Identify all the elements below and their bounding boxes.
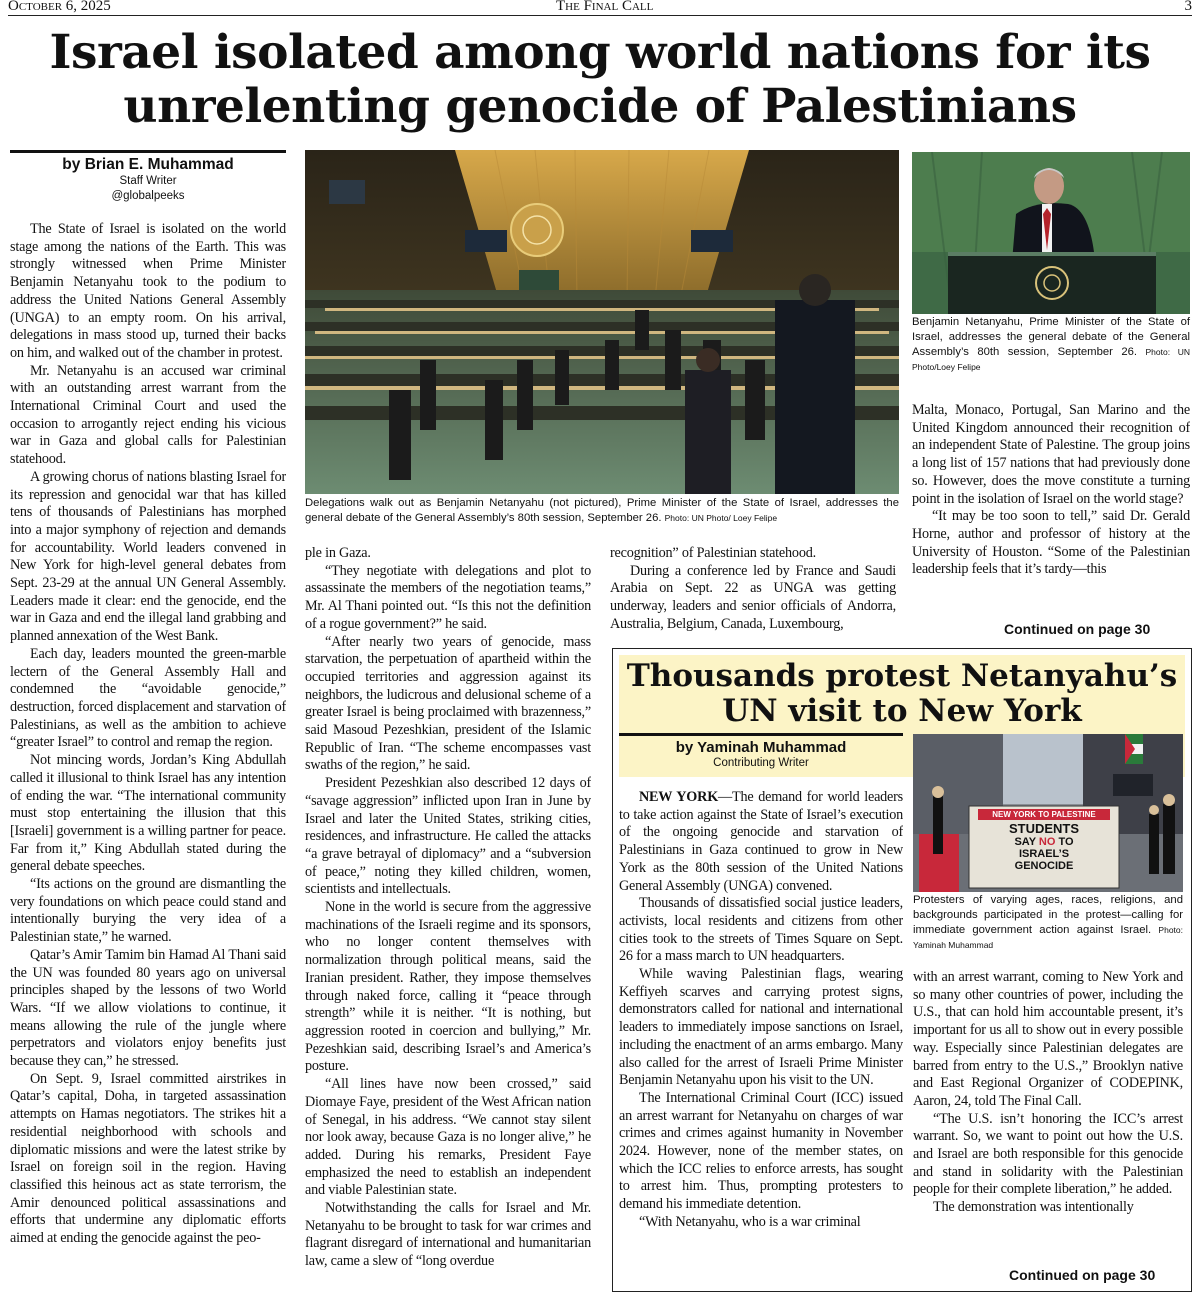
page-number: 3 <box>1184 0 1192 14</box>
main-photo-caption-block <box>305 496 899 544</box>
paragraph: Mr. Netanyahu is an accused war criminal with an outstanding arrest warrant from the International Criminal Court and used the occasion to arrogantly reject ending his vicious war in Gaza and global calls for Palestinian statehood. <box>10 362 286 468</box>
paragraph: “The U.S. isn’t honoring the ICC’s arrest warrant. So, we want to point out how the U.S. and Israel are both responsible for this genocide and stand in solidarity with the Palestinian people for their complete liberation,” he added. <box>913 1110 1183 1198</box>
article-column-1 <box>10 221 286 1291</box>
banner-line-4: GENOCIDE <box>1014 860 1074 872</box>
paragraph: “Its actions on the ground are dismantling the very foundations on which peace could stand and intentionally burying the very idea of a Palestinian state,” he warned. <box>10 876 286 946</box>
sidebar-byline-name: by Yaminah Muhammad <box>675 739 847 756</box>
podium-photo-caption-block <box>912 315 1190 377</box>
paragraph: The International Criminal Court (ICC) issued an arrest warrant for Netanyahu on charges of war crimes and crimes against humanity in November 2024. However, none of the member states, on which the ICC relies to enforce arrests, has sought to arrest him. Thus, prompting protesters to demand his immediate detention. <box>619 1089 903 1213</box>
dateline-paragraph-text: —The demand for world leaders to take action against the State of Israel’s execution of the ongoing genocide and starvation of Palestinians in Gaza continued to grow in New York as the 80th session of the United Nations General Assembly (UNGA) convened. <box>619 789 903 894</box>
paragraph: “After nearly two years of genocide, mass starvation, the perpetuation of apartheid within the occupied territories and aggression against its neighbors, the ludicrous and delusional scheme of a greater Israel is being proclaimed with brazenness,” said Masoud Pezeshkian, president of the Islamic Republic of Iran. “The scheme encompasses vast swaths of the region,” he said. <box>305 633 591 774</box>
article-column-4 <box>912 402 1190 616</box>
paper-name: The Final Call <box>556 0 654 14</box>
sidebar-story <box>612 648 1192 1292</box>
byline-block <box>10 150 286 204</box>
headline-line-1: Israel isolated among world nations for its <box>49 25 1151 80</box>
paragraph: Each day, leaders mounted the green-marble lectern of the General Assembly Hall and condemned the “avoidable genocide,” destruction, forced displacement and starvation of Palestinians, as well as the ambition to achieve “greater Israel” to control and remap the region. <box>10 645 286 751</box>
main-photo-credit: Photo: UN Photo/ Loey Felipe <box>664 513 778 523</box>
headline-line-2: unrelenting genocide of Palestinians <box>123 79 1077 134</box>
paragraph: “It may be too soon to tell,” said Dr. Gerald Horne, author and professor of history at the University of Houston. “Some of the Palestinian leadership feels that it’s tardy—this <box>912 508 1190 578</box>
paragraph: Notwithstanding the calls for Israel and Mr. Netanyahu to be brought to task for war crimes and flagrant disregard of international and humanitarian law, came a slew of “long overdue <box>305 1200 591 1270</box>
banner-no: NO <box>1038 836 1056 848</box>
paragraph: None in the world is secure from the aggressive machinations of the Israeli regime and its sponsors, who no longer content themselves with normalization through political means, said the Iranian president. Rather, they impose themselves through naked force, calling it “peace through strength” while it is neither. “It is nothing, but aggression rooted in coercion and bullying,” Mr. Pezeshkian said, describing Israel’s and America’s posture. <box>305 899 591 1075</box>
sidebar-byline-role: Contributing Writer <box>713 757 809 769</box>
podium-photo-credit: Photo: UN Photo/Loey Felipe <box>912 347 1190 372</box>
paragraph: with an arrest warrant, coming to New York and so many other countries of power, including the U.S., that can hold him accountable present, it’s important for us all to show out in every possible way. Especially since Palestinian delegates are barred from entry to the U.S.,” Brooklyn native and East Regional Organizer of CODEPINK, Aaron, 24, told The Final Call. <box>913 969 1183 1109</box>
banner-line-2 <box>969 836 1119 848</box>
byline-name: by Brian E. Muhammad <box>62 156 234 173</box>
assembly-hall-illustration <box>305 150 899 494</box>
dateline: NEW YORK <box>639 789 719 805</box>
headline <box>10 26 1190 134</box>
paragraph: recognition” of Palestinian statehood. <box>610 545 816 561</box>
article-column-2 <box>305 545 591 1291</box>
paragraph: “With Netanyahu, who is a war criminal <box>639 1213 861 1230</box>
paragraph <box>619 789 903 895</box>
paragraph: ple in Gaza. <box>305 545 371 561</box>
paragraph: The State of Israel is isolated on the world stage among the nations of the Earth. This was strongly witnessed when Prime Minister Benjamin Netanyahu took to the podium to address the United Nations General Assembly (UNGA) to an empty room. On his arrival, delegations in mass stood up, turned their backs on him, and walked out of the chamber in protest. <box>10 221 286 361</box>
sidebar-continued-on-page-30: Continued on page 30 <box>1009 1267 1156 1283</box>
paragraph: While waving Palestinian flags, wearing Keffiyeh scarves and carrying protest signs, demonstrators called for national and international leaders to immediately impose sanctions on Israel, including the enactment of an arms embargo. Many also called for the arrest of Israeli Prime Minister Benjamin Netanyahu upon his visit to the UN. <box>619 966 903 1089</box>
paragraph: During a conference led by France and Saudi Arabia on Sept. 22 as UNGA was getting underway, leaders and senior officials of Andorra, Australia, Belgium, Canada, Luxembourg, <box>610 562 896 632</box>
sidebar-column-2 <box>913 969 1183 1265</box>
paragraph: Malta, Monaco, Portugal, San Marino and the United Kingdom announced their recognition of an independent State of Palestine. The group joins a long list of 157 nations that had previously done so. However, does the move constitute a turning point in the isolation of Israel on the world stage? <box>912 402 1190 507</box>
banner-top-strip: NEW YORK TO PALESTINE <box>978 809 1110 820</box>
netanyahu-podium-photo <box>912 152 1190 314</box>
sidebar-headline-line-1: Thousands protest Netanyahu’s <box>626 658 1178 694</box>
podium-photo-caption: Benjamin Netanyahu, Prime Minister of the State of Israel, addresses the general debate of the General Assembly’s 80th session, September 26. <box>912 316 1190 358</box>
byline-rule <box>10 150 286 153</box>
protest-photo <box>913 734 1183 892</box>
sidebar-headline <box>619 659 1185 729</box>
protest-banner <box>969 806 1119 888</box>
byline-role: Staff Writer <box>119 175 177 187</box>
paragraph: President Pezeshkian also described 12 days of “savage aggression” inflicted upon Iran in June by Israel and later the United States, striking cities, residences, and infrastructure. He called the attacks “a grave betrayal of diplomacy” and a “subversion of peace,” noting they killed children, women, scientists and intellectuals. <box>305 775 591 898</box>
paragraph: “All lines have now been crossed,” said Diomaye Faye, president of the West African nation of Senegal, in his address. “We cannot stay silent nor look away, because Gaza is no longer alive,” he added. During his remarks, President Faye emphasized the need to establish an independent and viable Palestinian state. <box>305 1076 591 1199</box>
paragraph: Not mincing words, Jordan’s King Abdullah called it illusional to think Israel has any intention of ending the war. “The international community must stop entertaining the illusion that this [Israeli] government is a willing partner for peace. Far from it,” King Abdullah stated during the general debate speeches. <box>10 752 286 875</box>
paragraph: A growing chorus of nations blasting Israel for its repression and genocidal war that has killed tens of thousands of Palestinians has morphed into a major symphony of rejection and demands for accountability. World leaders convened in New York for high-level general debates from Sept. 23-29 at the annual UN General Assembly. Leaders made it clear: end the genocide, end the war in Gaza and end the illegal land grabbing and planned annexation of the West Bank. <box>10 468 286 645</box>
byline-handle: @globalpeeks <box>111 190 185 202</box>
article-column-3 <box>610 545 896 637</box>
paragraph: Thousands of dissatisfied social justice leaders, activists, local residents and citizens from other cities took to the streets of Times Square on Sept. 26 for a mass march to UN headquarters. <box>619 895 903 965</box>
sidebar-column-1 <box>619 789 903 1285</box>
banner-line-1: STUDENTS <box>1008 821 1080 836</box>
main-photo-caption: Delegations walk out as Benjamin Netanyahu (not pictured), Prime Minister of the State of Israel, addresses the general debate of the General Assembly’s 80th session, September 26. <box>305 497 899 524</box>
protest-photo-caption-block <box>913 893 1183 955</box>
podium-illustration <box>912 152 1190 314</box>
paragraph: “They negotiate with delegations and plot to assassinate the members of the negotiation teams,” Mr. Al Thani pointed out. “Is this not the definition of a rogue government?” he said. <box>305 562 591 632</box>
paragraph: Qatar’s Amir Tamim bin Hamad Al Thani said the UN was founded 80 years ago on universal principles shaped by the lessons of two World Wars. “If we allow violations to continue, it means allowing the rule of the jungle where perpetrators and violators enjoy benefits just because they can,” he stressed. <box>10 946 286 1070</box>
paragraph: The demonstration was intentionally <box>933 1199 1134 1216</box>
protest-photo-caption: Protesters of varying ages, races, religions, and backgrounds participated in the protest—calling for immediate government action against Israel. <box>913 894 1183 936</box>
sidebar-headline-line-2: UN visit to New York <box>722 693 1082 729</box>
general-assembly-hall-photo <box>305 150 899 494</box>
masthead <box>8 0 1192 16</box>
banner-line-3: ISRAEL’S <box>1018 848 1070 860</box>
continued-on-page-30: Continued on page 30 <box>1004 621 1151 637</box>
issue-date: October 6, 2025 <box>8 0 111 14</box>
protest-photo-credit: Photo: Yaminah Muhammad <box>913 925 1183 950</box>
banner-to: TO <box>1055 836 1074 848</box>
sidebar-byline-block <box>619 733 903 771</box>
sidebar-byline-rule <box>619 733 903 736</box>
paragraph: On Sept. 9, Israel committed airstrikes in Qatar’s capital, Doha, in targeted assassination attempts on Hamas negotiators. The strikes hit a residential neighborhood with schools and diplomatic missions and were the latest strike by Israel on foreign soil in the region. Having classified this heinous act as state terrorism, the Amir denounced political assassinations and efforts that undermine any diplomatic efforts aimed at ending the genocide against the peo- <box>10 1070 286 1247</box>
banner-say: SAY <box>1014 836 1039 848</box>
